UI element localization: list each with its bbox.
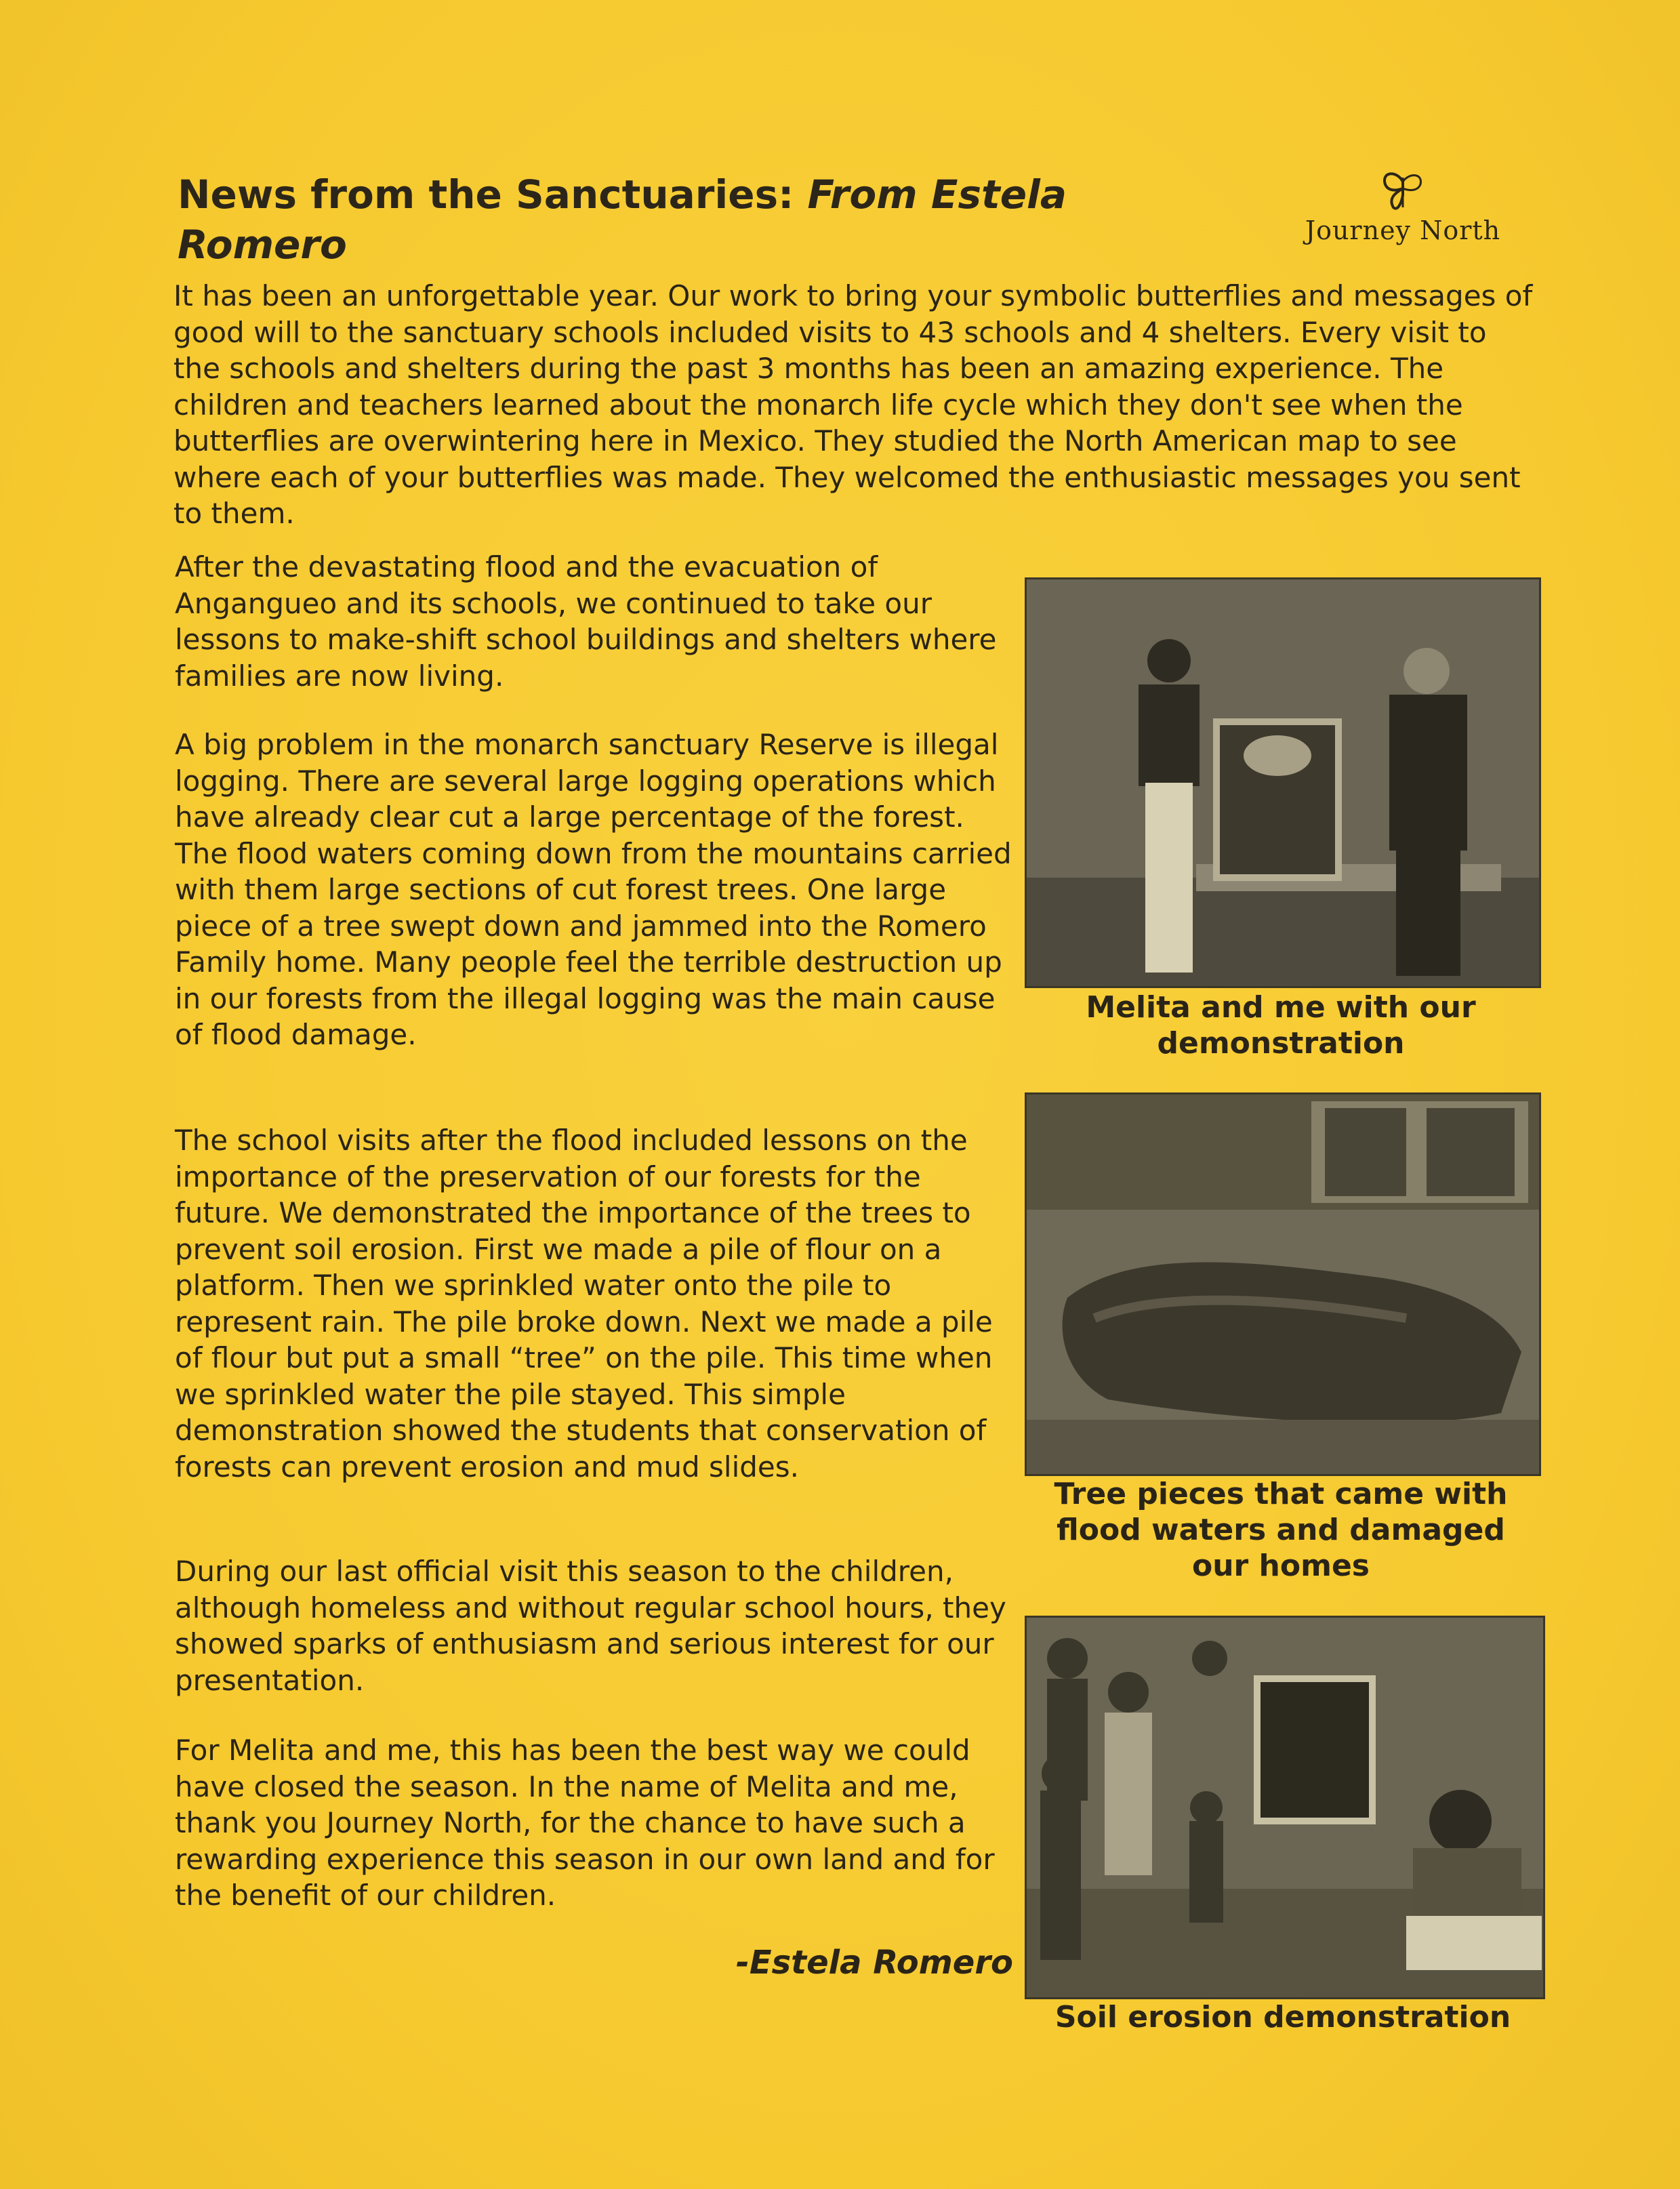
caption-photo-1: Melita and me with our demonstration bbox=[1086, 990, 1476, 1061]
paragraph-flood: After the devastating flood and the evacuation of Angangueo and its schools, we continued to take our lessons to make-shift school buildings and shelters where families are now living. bbox=[175, 550, 997, 693]
photo-tree-pieces bbox=[1025, 1092, 1541, 1476]
butterfly-icon bbox=[1376, 168, 1430, 216]
paragraph-demonstration: The school visits after the flood included lessons on the importance of the preservation of our forests for the future. We demonstrated the importance of the trees to prevent soil erosion. First we made a pile of flour on a platform. Then we sprinkled water onto the pile to represent rain. The pile broke down. Next we made a pile of flour but put a small “tree” on the pile. This time when we sprinkled water the pile stayed. This simple demonstration showed the students that conservation of forests can prevent erosion and mud slides. bbox=[175, 1124, 993, 1484]
signature: -Estela Romero bbox=[735, 1944, 1013, 1982]
paragraph-logging: A big problem in the monarch sanctuary Reserve is illegal logging. There are several large logging operations which have already clear cut a large percentage of the forest. The flood waters coming down from the mountains carried with them large sections of cut forest trees. One large piece of a tree swept down and jammed into the Romero Family home. Many people feel the terrible destruction up in our forests from the illegal logging was the main cause of flood damage. bbox=[175, 728, 1012, 1051]
caption-photo-2: Tree pieces that came with flood waters and damaged our homes bbox=[1054, 1477, 1508, 1583]
journey-north-logo bbox=[1288, 168, 1518, 245]
title-plain: News from the Sanctuaries: bbox=[178, 171, 808, 218]
title-italic: From Estela Romero bbox=[178, 171, 1067, 268]
page-title bbox=[178, 169, 1167, 270]
logo-text: Journey North bbox=[1305, 216, 1501, 245]
photo-soil-erosion bbox=[1025, 1616, 1545, 1999]
photo-melita-demonstration bbox=[1025, 577, 1541, 988]
paragraph-thanks: For Melita and me, this has been the best way we could have closed the season. In the name of Melita and me, thank you Journey North, for the chance to have such a rewarding experience this season in our own land and for the benefit of our children. bbox=[175, 1734, 995, 1912]
intro-paragraph: It has been an unforgettable year. Our work to bring your symbolic butterflies and messages of good will to the sanctuary schools included visits to 43 schools and 4 shelters. Every visit to the schools and shelters during the past 3 months has been an amazing experience. The children and teachers learned about the monarch life cycle which they don't see when the butterflies are overwintering here in Mexico. They studied the North American map to see where each of your butterflies was made. They welcomed the enthusiastic messages you sent to them. bbox=[173, 279, 1533, 530]
paragraph-last-visit: During our last official visit this season to the children, although homeless and without regular school hours, they showed sparks of enthusiasm and serious interest for our presentation. bbox=[175, 1555, 1006, 1697]
caption-photo-3: Soil erosion demonstration bbox=[1054, 2000, 1511, 2034]
